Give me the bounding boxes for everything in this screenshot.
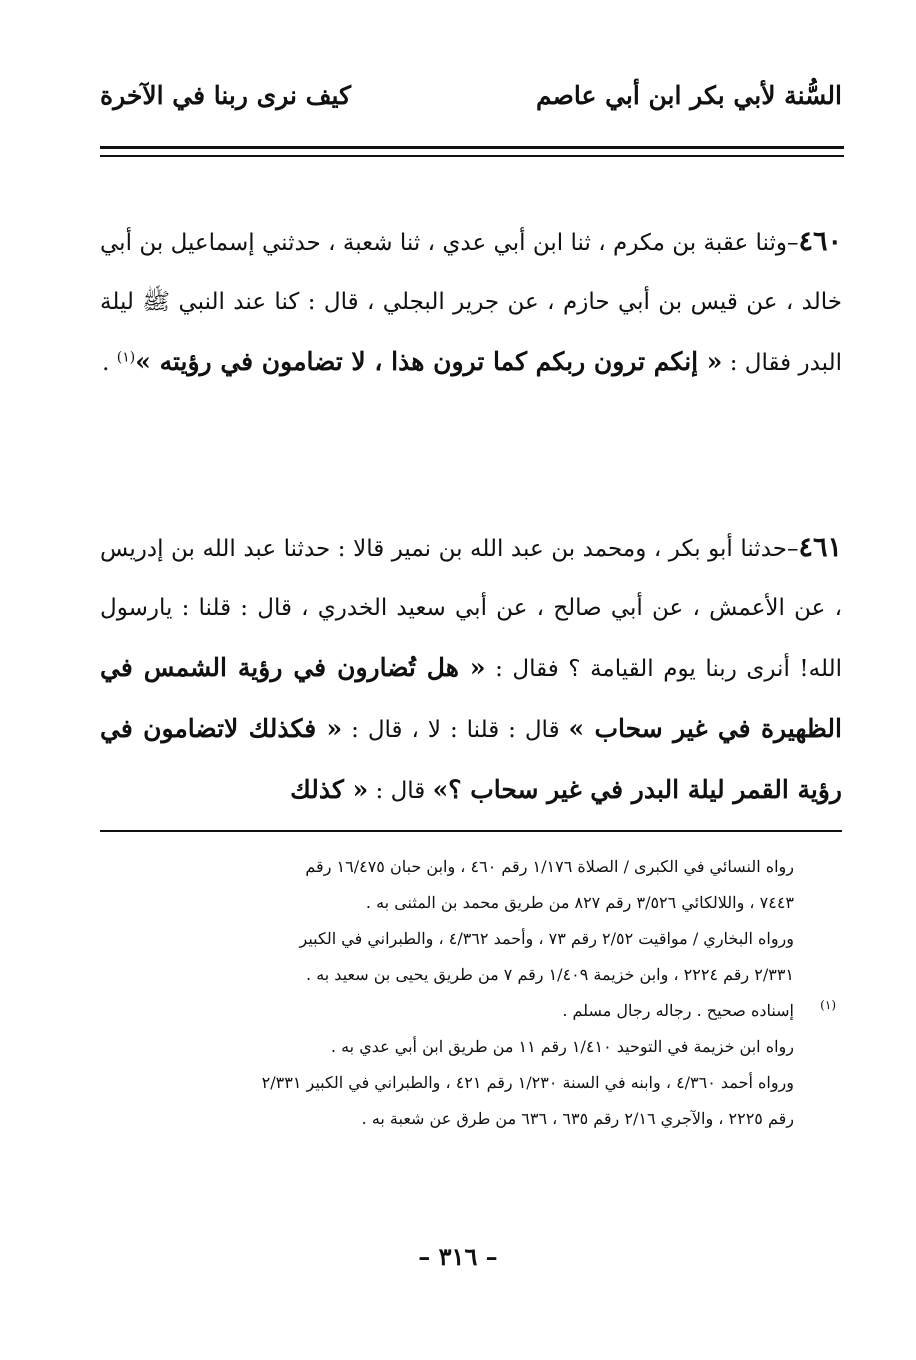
hadith-461 bbox=[100, 518, 842, 821]
footnote-line: رواه ابن خزيمة في التوحيد ١/٤١٠ رقم ١١ من طريق ابن أبي عدي به . bbox=[330, 1037, 794, 1056]
book-title: السُّنة لأبي بكر ابن أبي عاصم bbox=[535, 80, 842, 110]
footnote-line: ٧٤٤٣ ، واللالكائي ٣/٥٢٦ رقم ٨٢٧ من طريق محمد بن المثنى به . bbox=[365, 893, 794, 912]
hadith-matn: « إنكم ترون ربكم كما ترون هذا ، لا تضامون في رؤيته » bbox=[135, 347, 723, 376]
footnote-text: إسناده صحيح . رجاله رجال مسلم . bbox=[562, 1001, 794, 1020]
hadith-460 bbox=[100, 212, 842, 393]
hadith-isnad: –حدثنا أبو بكر ، ومحمد بن عبد الله بن نمير قالا : حدثنا عبد الله بن إدريس ، عن الأعمش ، عن أبي صالح ، عن أبي سعيد الخدري ، قال : قلنا : يارسول الله! أنرى ربنا يوم القيامة ؟ فقال : bbox=[100, 536, 842, 682]
footnote-marker: (١) bbox=[820, 998, 836, 1012]
footnote-line: ورواه أحمد ٤/٣٦٠ ، وابنه في السنة ١/٢٣٠ رقم ٤٢١ ، والطبراني في الكبير ٢/٣٣١ bbox=[261, 1073, 794, 1092]
header-rule-thin bbox=[100, 155, 844, 157]
hadith-matn: « فكذلك لاتضامون في رؤية القمر ليلة البدر في غير سحاب ؟» bbox=[100, 714, 842, 804]
hadith-isnad: –وثنا عقبة بن مكرم ، ثنا ابن أبي عدي ، ثنا شعبة ، حدثني إسماعيل بن أبي خالد ، عن قيس بن أبي حازم ، عن جرير البجلي ، قال : كنا عند النبي ﷺ ليلة البدر فقال : bbox=[100, 230, 842, 376]
footnote-line-marked bbox=[100, 993, 842, 1029]
footnote-separator bbox=[100, 830, 842, 832]
footnotes bbox=[100, 849, 842, 1137]
page-number: – ٣١٦ – bbox=[418, 1242, 498, 1271]
footnote-line: رواه النسائي في الكبرى / الصلاة ١/١٧٦ رقم ٤٦٠ ، وابن حبان ١٦/٤٧٥ رقم bbox=[305, 857, 794, 876]
hadith-text: قال : bbox=[375, 778, 426, 804]
running-header bbox=[100, 74, 842, 116]
footnote-line: ٢/٣٣١ رقم ٢٢٢٤ ، وابن خزيمة ١/٤٠٩ رقم ٧ من طريق يحيى بن سعيد به . bbox=[306, 965, 794, 984]
hadith-end: . bbox=[102, 350, 117, 376]
hadith-matn: « هل تُضارون في رؤية الشمس في الظهيرة في غير سحاب » bbox=[100, 653, 842, 743]
footnote-line: ورواه البخاري / مواقيت ٢/٥٢ رقم ٧٣ ، وأحمد ٤/٣٦٢ ، والطبراني في الكبير bbox=[299, 929, 794, 948]
chapter-title: كيف نرى ربنا في الآخرة bbox=[100, 80, 351, 110]
hadith-number: ٤٦٠ bbox=[798, 226, 842, 257]
footnote-line: رقم ٢٢٢٥ ، والآجري ٢/١٦ رقم ٦٣٥ ، ٦٣٦ من طرق عن شعبة به . bbox=[361, 1109, 794, 1128]
hadith-number: ٤٦١ bbox=[798, 532, 842, 563]
hadith-text: قال : قلنا : لا ، قال : bbox=[351, 717, 560, 743]
header-rule-thick bbox=[100, 146, 844, 149]
footnote-reference[interactable]: (١) bbox=[116, 349, 136, 366]
hadith-matn: « كذلك bbox=[290, 775, 369, 804]
